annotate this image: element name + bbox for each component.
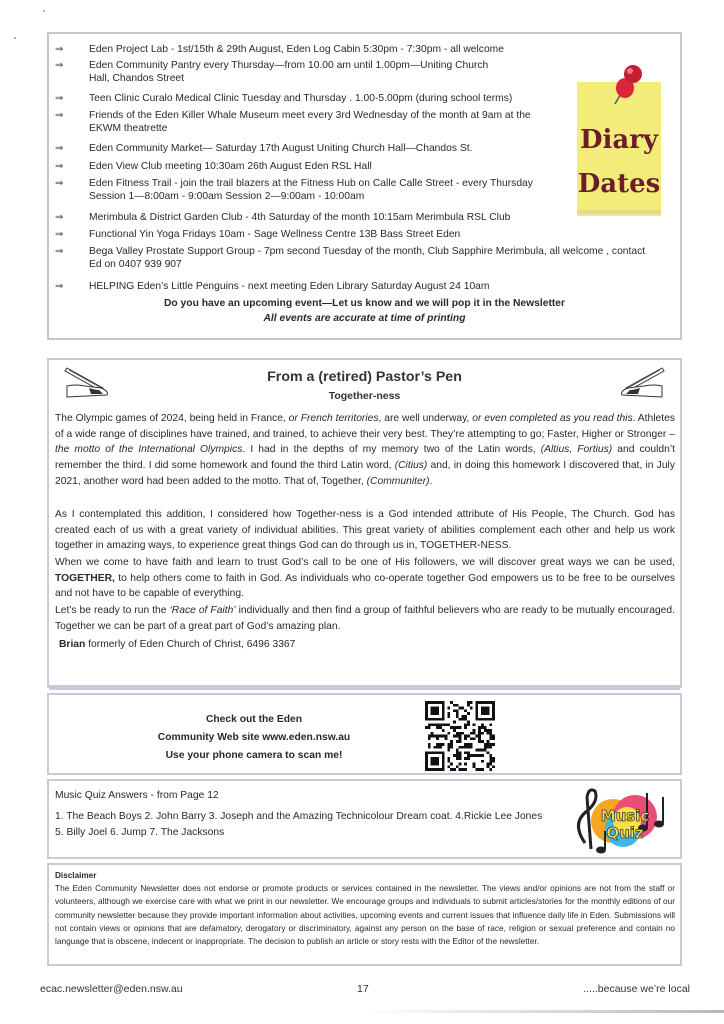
text-run: Let’s be ready to run the — [55, 605, 170, 616]
text-run: formerly of Eden Church of Christ, 6496 3367 — [85, 639, 296, 650]
article-paragraph — [55, 507, 675, 554]
logo-word-quiz: Quiz — [606, 824, 644, 842]
event-text: Friends of the Eden Killer Whale Museum meet every 3rd Wednesday of the month at 9am at the EKWM theatrette — [89, 110, 531, 134]
call-to-action: Do you have an upcoming event—Let us know and we will pop it in the Newsletter — [163, 298, 566, 309]
quiz-answers: 1. The Beach Boys 2. John Barry 3. Joseph and the Amazing Technicolour Dream coat. 4.Rickie Lee Jones — [55, 811, 543, 822]
arrow-icon: ⇒ — [55, 161, 64, 172]
arrow-icon: ⇒ — [55, 178, 64, 189]
text-run: to help others come to faith in God. As individuals who co-operate together God empowers us to be free to be ourselves and not have to be capable of everything. — [55, 572, 675, 600]
arrow-icon: ⇒ — [55, 212, 64, 223]
italic-text: or French territories — [288, 413, 379, 424]
website-url-line[interactable]: Community Web site www.eden.nsw.au — [157, 732, 351, 743]
event-item — [55, 92, 595, 105]
scan-speck — [43, 10, 45, 12]
footer-decorative-line — [360, 1010, 724, 1013]
website-line: Check out the Eden — [205, 714, 303, 725]
arrow-icon: ⇒ — [55, 281, 64, 292]
pastors-pen-box — [47, 358, 682, 688]
event-item — [55, 245, 675, 271]
diary-dates-box — [47, 32, 682, 340]
text-run: and couldn’t remember the third. I did some homework and found the third Latin word, — [55, 444, 676, 472]
event-item — [55, 228, 595, 241]
event-text: Teen Clinic Curalo Medical Clinic Tuesday and Thursday . 1.00-5.00pm (during school terms) — [89, 93, 513, 104]
event-item — [55, 142, 595, 155]
event-item — [55, 43, 595, 56]
italic-text: ‘Race of Faith’ — [169, 605, 236, 616]
diary-dates-note-image — [569, 64, 664, 219]
event-item — [55, 211, 595, 224]
accuracy-note: All events are accurate at time of printing — [263, 313, 466, 324]
text-run: individually and then find a group of faithful believers who are ready to be mutually encouraged. Together we can be part of a great part of God’s amazing plan. — [55, 605, 675, 632]
arrow-icon: ⇒ — [55, 246, 64, 257]
text-run: and, in doing this homework I discovered that, in July 2021, another word had been added to the motto. That of, Together, — [55, 460, 675, 487]
article-signature — [59, 637, 679, 653]
arrow-icon: ⇒ — [55, 93, 64, 104]
note-word-dates: Dates — [577, 169, 661, 199]
article-paragraph — [55, 603, 675, 634]
music-quiz-box — [47, 779, 682, 859]
event-item — [55, 280, 595, 293]
event-text: Eden View Club meeting 10:30am 26th August Eden RSL Hall — [89, 161, 372, 172]
event-text: Eden Fitness Trail - join the trail blazers at the Fitness Hub on Calle Calle Street - every Thursday Session 1—8:00am - 9:00am Session 2—9:00am - 10:00am — [89, 178, 533, 202]
arrow-icon: ⇒ — [55, 143, 64, 154]
italic-text: or even completed as you read this — [472, 413, 633, 424]
disclaimer-text: The Eden Community Newsletter does not endorse or promote products or services contained in the newsletter. The views and/or opinions are not from the staff or volunteers, although we exercise care with what we print in our newsletter. We encourage groups and individuals to submit articles/stories for the monthly editions of our community newsletter because they provide important information about activities, upcoming events and current issues that influence daily life in Eden. Submissions will not contain views or opinions that are defamatory, derogatory or discriminatory, against any person on the base of race, religion or sexual preference and contain no language that is obscene, indecent or inappropriate. The decision to publish an article or story rests with the Editor of the newsletter. — [55, 883, 675, 947]
italic-text: (Citius) — [394, 460, 428, 472]
text-run: . — [429, 475, 433, 487]
article-paragraph — [55, 555, 675, 602]
note-word-diary: Diary — [579, 125, 659, 155]
text-run: When we come to have faith and learn to trust God’s call to be one of His followers, we will discover great ways we can be used, — [55, 557, 675, 568]
event-text: Merimbula & District Garden Club - 4th Saturday of the month 10:15am Merimbula RSL Club — [89, 212, 511, 223]
italic-text: (Altius, Fortius) — [540, 444, 613, 456]
website-box — [47, 693, 682, 775]
italic-text: the motto of the International Olympics — [55, 444, 243, 456]
logo-word-music: Music — [600, 807, 650, 825]
event-text: Eden Community Pantry every Thursday—from 10.00 am until 1.00pm—Uniting Church Hall, Chandos Street — [89, 60, 489, 84]
text-run: As I contemplated this addition, I considered how Together-ness is a God intended attribute of His People, The Church. God has created each of us with a great variety of individual abilities. This great variety of abilities complement each other and help us work together in amazing ways, to experience great things God can do through us in, TOGETHER-NESS. — [55, 509, 675, 552]
event-text: Eden Community Market— Saturday 17th August Uniting Church Hall—Chandos St. — [89, 143, 473, 154]
article-title: From a (retired) Pastor’s Pen — [267, 369, 462, 385]
bold-text: TOGETHER, — [55, 572, 115, 584]
bold-text: Brian — [59, 639, 86, 650]
text-run: . I had in the depths of my memory two of the Latin words, — [242, 444, 541, 456]
text-run: . Athletes of a wide range of disciplines have trained, and trained, to achieve their very best. They’re attempting to go; Faster, Higher or Stronger – — [55, 413, 675, 440]
article-paragraph — [55, 411, 675, 490]
event-text: HELPING Eden’s Little Penguins - next meeting Eden Library Saturday August 24 10am — [89, 281, 490, 292]
quiz-heading: Music Quiz Answers - from Page 12 — [55, 790, 219, 801]
scan-speck — [14, 37, 16, 39]
article-subtitle: Together-ness — [328, 390, 401, 402]
footer-tagline: .....because we’re local — [583, 983, 690, 995]
qr-code[interactable] — [425, 701, 495, 771]
text-run: The Olympic games of 2024, being held in France, — [55, 413, 289, 424]
event-text: Bega Valley Prostate Support Group - 7pm second Tuesday of the month, Club Sapphire Merimbula, all welcome , contact Ed on 0407 939 907 — [89, 246, 646, 270]
disclaimer-title: Disclaimer — [55, 871, 97, 880]
music-quiz-logo — [565, 783, 675, 857]
footer-email[interactable]: ecac.newsletter@eden.nsw.au — [40, 983, 183, 995]
quiz-answers: 5. Billy Joel 6. Jump 7. The Jacksons — [55, 827, 225, 838]
event-item — [55, 177, 595, 203]
event-text: Eden Project Lab - 1st/15th & 29th August, Eden Log Cabin 5:30pm - 7:30pm - all welcome — [89, 44, 504, 55]
disclaimer-box — [47, 863, 682, 966]
text-run: , are well underway, — [378, 413, 473, 424]
event-text: Functional Yin Yoga Fridays 10am - Sage Wellness Centre 13B Bass Street Eden — [89, 229, 461, 240]
event-item — [55, 59, 595, 85]
event-item — [55, 109, 595, 135]
footer-page-number: 17 — [357, 983, 369, 995]
website-line: Use your phone camera to scan me! — [165, 750, 343, 761]
event-item — [55, 160, 595, 173]
arrow-icon: ⇒ — [55, 44, 64, 55]
arrow-icon: ⇒ — [55, 110, 64, 121]
italic-text: (Communiter) — [366, 475, 430, 487]
arrow-icon: ⇒ — [55, 60, 64, 71]
arrow-icon: ⇒ — [55, 229, 64, 240]
